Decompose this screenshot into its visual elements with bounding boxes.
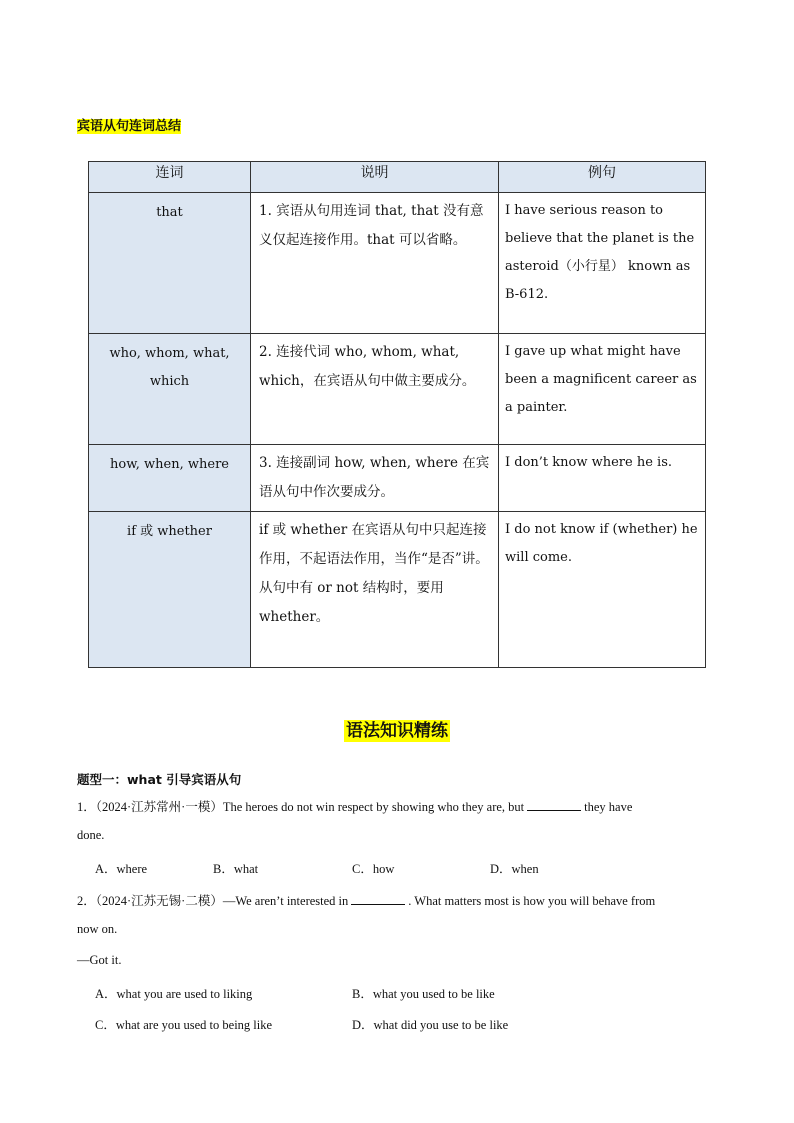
example-cell: I don’t know where he is.: [499, 445, 706, 512]
question-1-line-2: done.: [77, 828, 105, 842]
question-2-line-1: [77, 891, 655, 909]
question-1-option-d[interactable]: D．when: [490, 862, 539, 876]
question-1-option-a[interactable]: A．where: [95, 862, 148, 876]
question-1-option-c[interactable]: C．how: [352, 862, 395, 876]
table-row: [89, 334, 706, 445]
conj-cell: who, whom, what, which: [89, 334, 251, 445]
section-title: [77, 118, 181, 136]
question-1-line-1: [77, 797, 632, 815]
question-2-option-b[interactable]: B．what you used to be like: [352, 987, 495, 1001]
header-explanation: 说明: [251, 162, 499, 193]
table-row: [89, 445, 706, 512]
example-cell: I gave up what might have been a magnificent career as a painter.: [499, 334, 706, 445]
question-2-text-b: . What matters most is how you will behave from: [408, 894, 656, 908]
table-header-row: [89, 162, 706, 193]
question-2-text-a: 2．（2024·江苏无锡·二模）—We aren’t interested in: [77, 894, 349, 908]
question-1-text-b: they have: [584, 800, 633, 814]
question-1-blank: [527, 798, 581, 811]
example-cell: I have serious reason to believe that the planet is the asteroid（小行星） known as B-612.: [499, 193, 706, 334]
conj-cell: how, when, where: [89, 445, 251, 512]
desc-cell: 2. 连接代词 who, whom, what, which，在宾语从句中做主要成分。: [251, 334, 499, 445]
question-2-line-3: —Got it.: [77, 953, 122, 967]
header-conjunction: 连词: [89, 162, 251, 193]
example-cell: I do not know if (whether) he will come.: [499, 512, 706, 668]
question-2-option-d[interactable]: D．what did you use to be like: [352, 1018, 509, 1032]
conj-cell: that: [89, 193, 251, 334]
table-row: [89, 512, 706, 668]
table-row: [89, 193, 706, 334]
question-2-option-c[interactable]: C．what are you used to being like: [95, 1018, 273, 1032]
question-1-option-b[interactable]: B．what: [213, 862, 259, 876]
desc-cell: 1. 宾语从句用连词 that, that 没有意义仅起连接作用。that 可以省略。: [251, 193, 499, 334]
question-2-option-a[interactable]: A．what you are used to liking: [95, 987, 253, 1001]
question-1-text-a: 1．（2024·江苏常州·一模）The heroes do not win respect by showing who they are, but: [77, 800, 525, 814]
question-type-heading: 题型一：what 引导宾语从句: [77, 772, 242, 787]
practice-title-text: 语法知识精练: [346, 721, 448, 741]
practice-title: [0, 716, 794, 741]
header-example: 例句: [499, 162, 706, 193]
question-2-blank: [351, 892, 405, 905]
conjunction-table: [88, 161, 706, 668]
desc-cell: 3. 连接副词 how, when, where 在宾语从句中作次要成分。: [251, 445, 499, 512]
section-title-text: 宾语从句连词总结: [77, 119, 182, 134]
desc-cell: if 或 whether 在宾语从句中只起连接作用，不起语法作用，当作“是否”讲。从句中有 or not 结构时，要用 whether。: [251, 512, 499, 668]
conj-cell: if 或 whether: [89, 512, 251, 668]
question-2-line-2: now on.: [77, 922, 118, 936]
